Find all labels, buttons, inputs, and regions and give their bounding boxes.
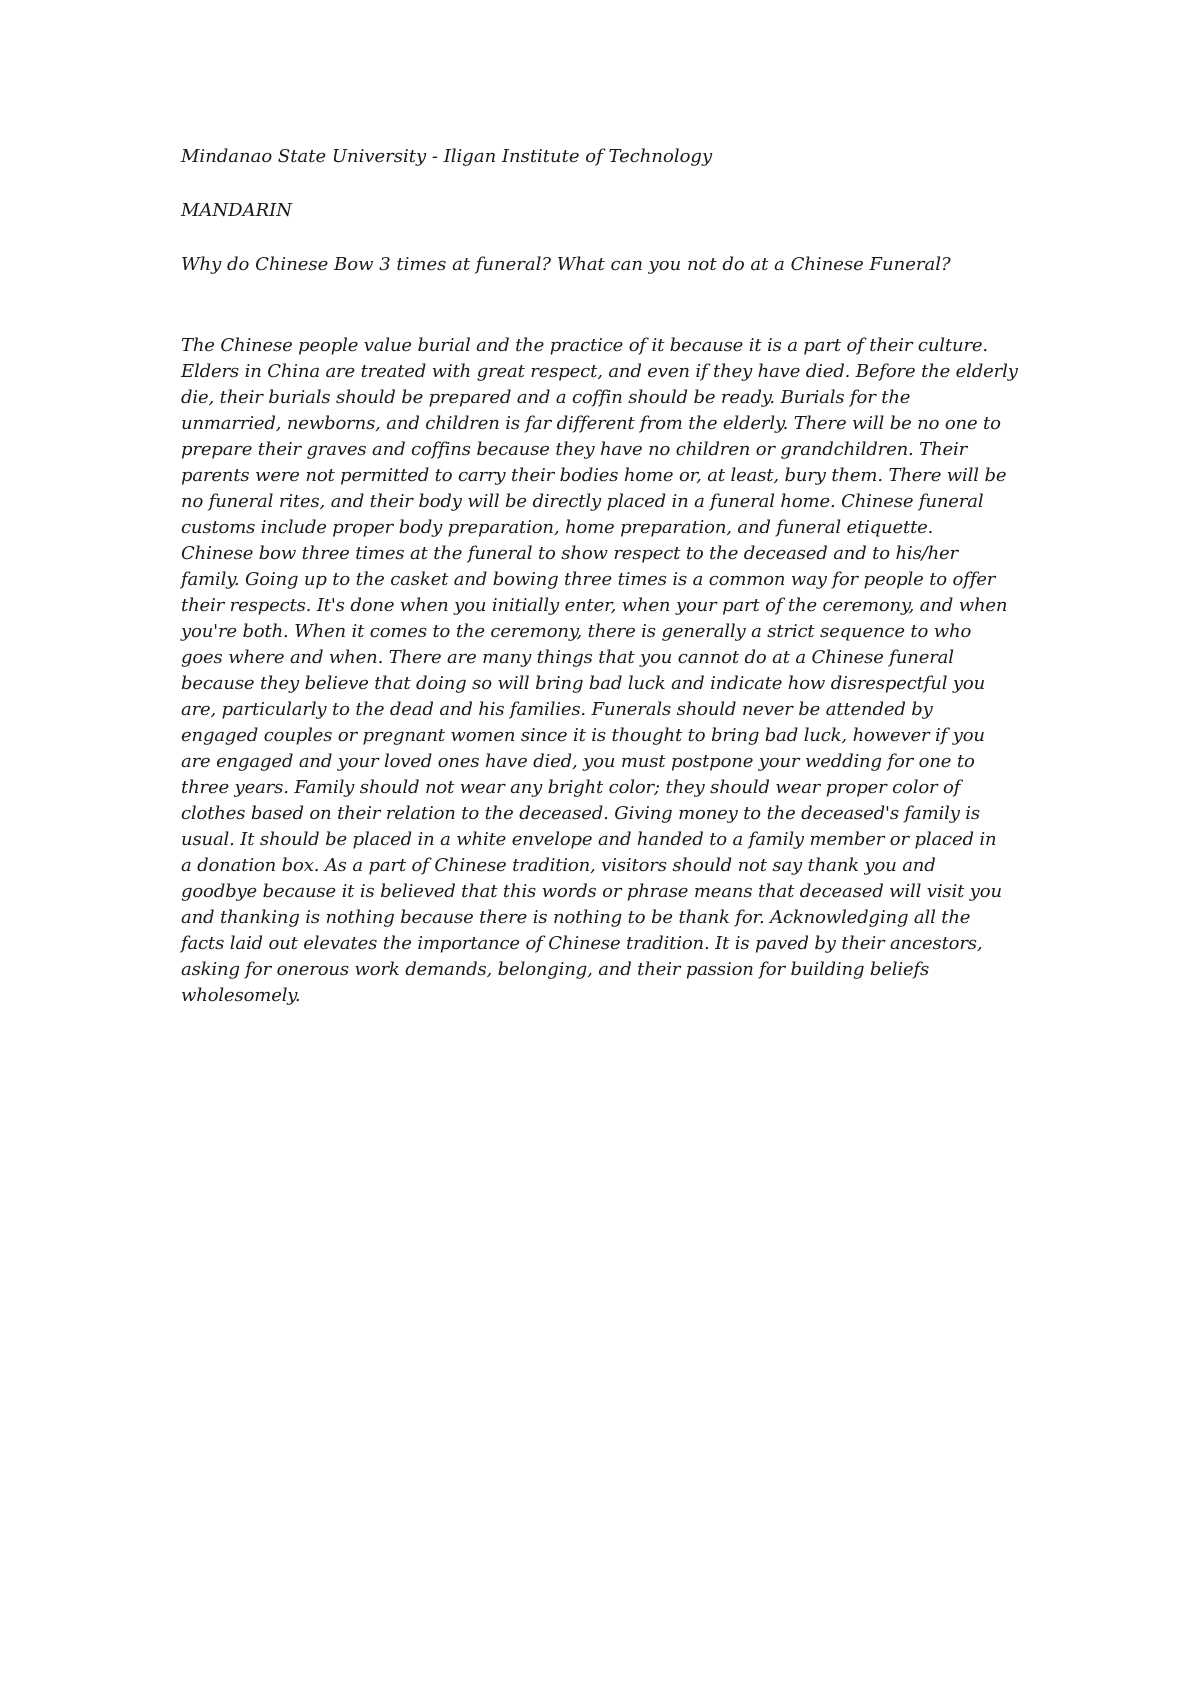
essay-line: unmarried, newborns, and children is far different from the elderly. There will be no one to bbox=[181, 413, 1001, 434]
essay-line: a donation box. As a part of Chinese tradition, visitors should not say thank you and bbox=[181, 855, 936, 876]
essay-line: and thanking is nothing because there is nothing to be thank for. Acknowledging all the bbox=[181, 907, 971, 928]
document-page bbox=[181, 145, 1041, 1009]
essay-line: facts laid out elevates the importance of Chinese tradition. It is paved by their ancestors, bbox=[181, 933, 983, 954]
essay-line: three years. Family should not wear any bright color; they should wear proper color of bbox=[181, 777, 961, 798]
essay-line: wholesomely. bbox=[181, 985, 301, 1006]
essay-line: goes where and when. There are many things that you cannot do at a Chinese funeral bbox=[181, 647, 954, 668]
essay-line: you're both. When it comes to the ceremony, there is generally a strict sequence to who bbox=[181, 621, 972, 642]
essay-line: are engaged and your loved ones have died, you must postpone your wedding for one to bbox=[181, 751, 975, 772]
essay-line: no funeral rites, and their body will be directly placed in a funeral home. Chinese funeral bbox=[181, 491, 984, 512]
essay-line: are, particularly to the dead and his families. Funerals should never be attended by bbox=[181, 699, 933, 720]
essay-line: Elders in China are treated with great respect, and even if they have died. Before the elderly bbox=[181, 361, 1018, 382]
essay-line: The Chinese people value burial and the practice of it because it is a part of their culture. bbox=[181, 335, 988, 356]
essay-line: clothes based on their relation to the deceased. Giving money to the deceased's family is bbox=[181, 803, 980, 824]
essay-body bbox=[181, 333, 1041, 1009]
essay-line: because they believe that doing so will bring bad luck and indicate how disrespectful you bbox=[181, 673, 986, 694]
course-title: MANDARIN bbox=[181, 200, 293, 221]
essay-line: prepare their graves and coffins because they have no children or grandchildren. Their bbox=[181, 439, 968, 460]
essay-line: engaged couples or pregnant women since it is thought to bring bad luck, however if you bbox=[181, 725, 985, 746]
essay-line: Chinese bow three times at the funeral to show respect to the deceased and to his/her bbox=[181, 543, 958, 564]
essay-line: asking for onerous work demands, belonging, and their passion for building beliefs bbox=[181, 959, 930, 980]
essay-question: Why do Chinese Bow 3 times at funeral? What can you not do at a Chinese Funeral? bbox=[181, 254, 951, 275]
institution-name: Mindanao State University - Iligan Institute of Technology bbox=[181, 146, 713, 167]
essay-line: their respects. It's done when you initially enter, when your part of the ceremony, and when bbox=[181, 595, 1008, 616]
essay-line: goodbye because it is believed that this words or phrase means that deceased will visit you bbox=[181, 881, 1002, 902]
essay-line: parents were not permitted to carry their bodies home or, at least, bury them. There will be bbox=[181, 465, 1007, 486]
essay-line: family. Going up to the casket and bowing three times is a common way for people to offer bbox=[181, 569, 996, 590]
essay-line: usual. It should be placed in a white envelope and handed to a family member or placed in bbox=[181, 829, 997, 850]
essay-line: customs include proper body preparation, home preparation, and funeral etiquette. bbox=[181, 517, 934, 538]
essay-line: die, their burials should be prepared and a coffin should be ready. Burials for the bbox=[181, 387, 911, 408]
